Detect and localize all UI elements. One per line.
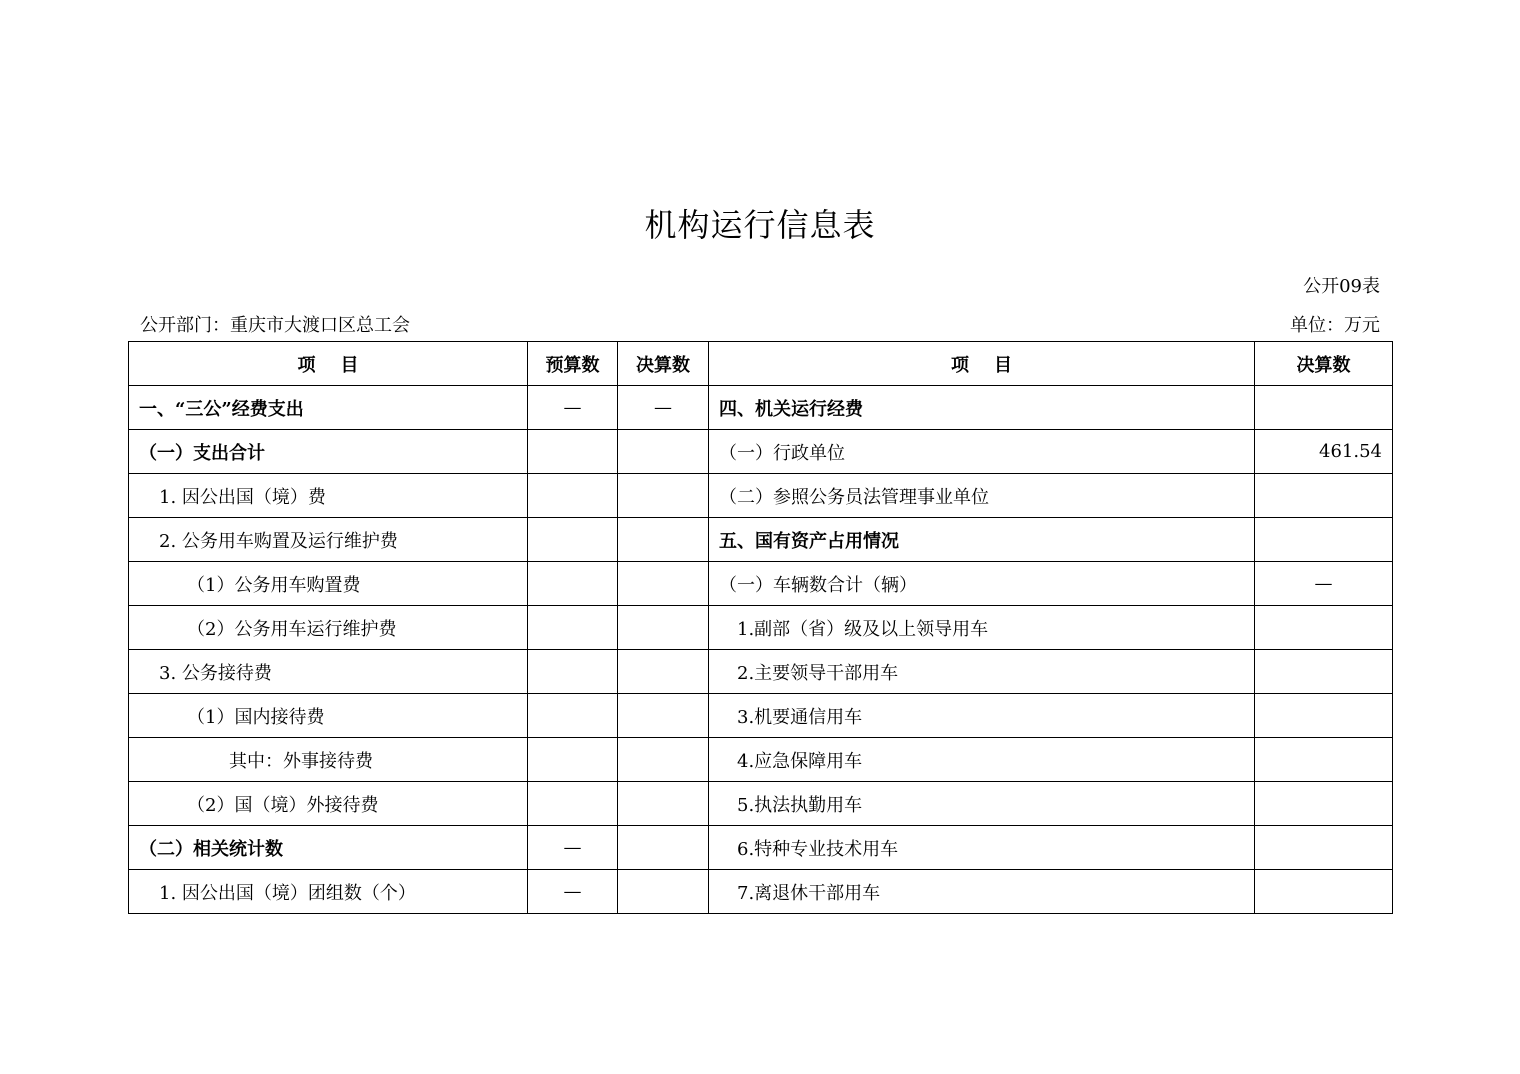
header-right-actual: 决算数 (1255, 342, 1393, 386)
right-item-cell: 1.副部（省）级及以上领导用车 (709, 606, 1255, 650)
left-item-cell: （1）国内接待费 (129, 694, 528, 738)
table-row (129, 738, 1393, 782)
budget-cell (528, 518, 618, 562)
table-row (129, 474, 1393, 518)
budget-cell (528, 738, 618, 782)
budget-cell (528, 430, 618, 474)
left-item-cell: （2）国（境）外接待费 (129, 782, 528, 826)
right-item-cell: 4.应急保障用车 (709, 738, 1255, 782)
right-actual-cell (1255, 518, 1393, 562)
actual-cell: — (618, 386, 709, 430)
left-item-cell: 1. 因公出国（境）团组数（个） (129, 870, 528, 914)
table-row (129, 430, 1393, 474)
right-item-cell: 5.执法执勤用车 (709, 782, 1255, 826)
right-item-cell: （一）车辆数合计（辆） (709, 562, 1255, 606)
page-title: 机构运行信息表 (644, 206, 876, 244)
header-right-item: 项 目 (709, 342, 1255, 386)
table-row (129, 606, 1393, 650)
actual-cell (618, 870, 709, 914)
right-actual-cell: — (1255, 562, 1393, 606)
left-item-cell: 1. 因公出国（境）费 (129, 474, 528, 518)
right-actual-cell (1255, 782, 1393, 826)
left-item-cell: （二）相关统计数 (129, 826, 528, 870)
department-label: 公开部门：重庆市大渡口区总工会 (140, 315, 410, 336)
actual-cell (618, 694, 709, 738)
right-actual-cell: 461.54 (1255, 430, 1393, 474)
budget-cell (528, 782, 618, 826)
left-item-cell: 3. 公务接待费 (129, 650, 528, 694)
right-item-cell: （一）行政单位 (709, 430, 1255, 474)
table-header-row (129, 342, 1393, 386)
right-actual-cell (1255, 606, 1393, 650)
budget-cell: — (528, 826, 618, 870)
left-item-cell: 其中：外事接待费 (129, 738, 528, 782)
right-actual-cell (1255, 386, 1393, 430)
table-row (129, 650, 1393, 694)
left-item-cell: （2）公务用车运行维护费 (129, 606, 528, 650)
header-left-item: 项 目 (129, 342, 528, 386)
right-actual-cell (1255, 870, 1393, 914)
right-item-cell: （二）参照公务员法管理事业单位 (709, 474, 1255, 518)
budget-cell (528, 474, 618, 518)
actual-cell (618, 826, 709, 870)
right-item-cell: 五、国有资产占用情况 (709, 518, 1255, 562)
table-row (129, 562, 1393, 606)
actual-cell (618, 782, 709, 826)
actual-cell (618, 738, 709, 782)
table-row (129, 386, 1393, 430)
actual-cell (618, 518, 709, 562)
right-actual-cell (1255, 738, 1393, 782)
table-row (129, 826, 1393, 870)
actual-cell (618, 562, 709, 606)
info-table (128, 341, 1393, 914)
right-item-cell: 6.特种专业技术用车 (709, 826, 1255, 870)
right-item-cell: 7.离退休干部用车 (709, 870, 1255, 914)
right-actual-cell (1255, 826, 1393, 870)
header-budget: 预算数 (528, 342, 618, 386)
right-item-cell: 2.主要领导干部用车 (709, 650, 1255, 694)
unit-label: 单位：万元 (1290, 315, 1380, 336)
left-item-cell: 一、“三公”经费支出 (129, 386, 528, 430)
table-row (129, 782, 1393, 826)
right-actual-cell (1255, 650, 1393, 694)
budget-cell (528, 650, 618, 694)
right-actual-cell (1255, 694, 1393, 738)
actual-cell (618, 606, 709, 650)
header-actual: 决算数 (618, 342, 709, 386)
budget-cell (528, 562, 618, 606)
actual-cell (618, 650, 709, 694)
left-item-cell: 2. 公务用车购置及运行维护费 (129, 518, 528, 562)
right-item-cell: 3.机要通信用车 (709, 694, 1255, 738)
budget-cell (528, 606, 618, 650)
table-row (129, 518, 1393, 562)
right-actual-cell (1255, 474, 1393, 518)
table-row (129, 870, 1393, 914)
table-row (129, 694, 1393, 738)
left-item-cell: （一）支出合计 (129, 430, 528, 474)
actual-cell (618, 474, 709, 518)
actual-cell (618, 430, 709, 474)
budget-cell (528, 694, 618, 738)
budget-cell: — (528, 870, 618, 914)
budget-cell: — (528, 386, 618, 430)
right-item-cell: 四、机关运行经费 (709, 386, 1255, 430)
form-number: 公开09表 (1303, 276, 1380, 297)
left-item-cell: （1）公务用车购置费 (129, 562, 528, 606)
